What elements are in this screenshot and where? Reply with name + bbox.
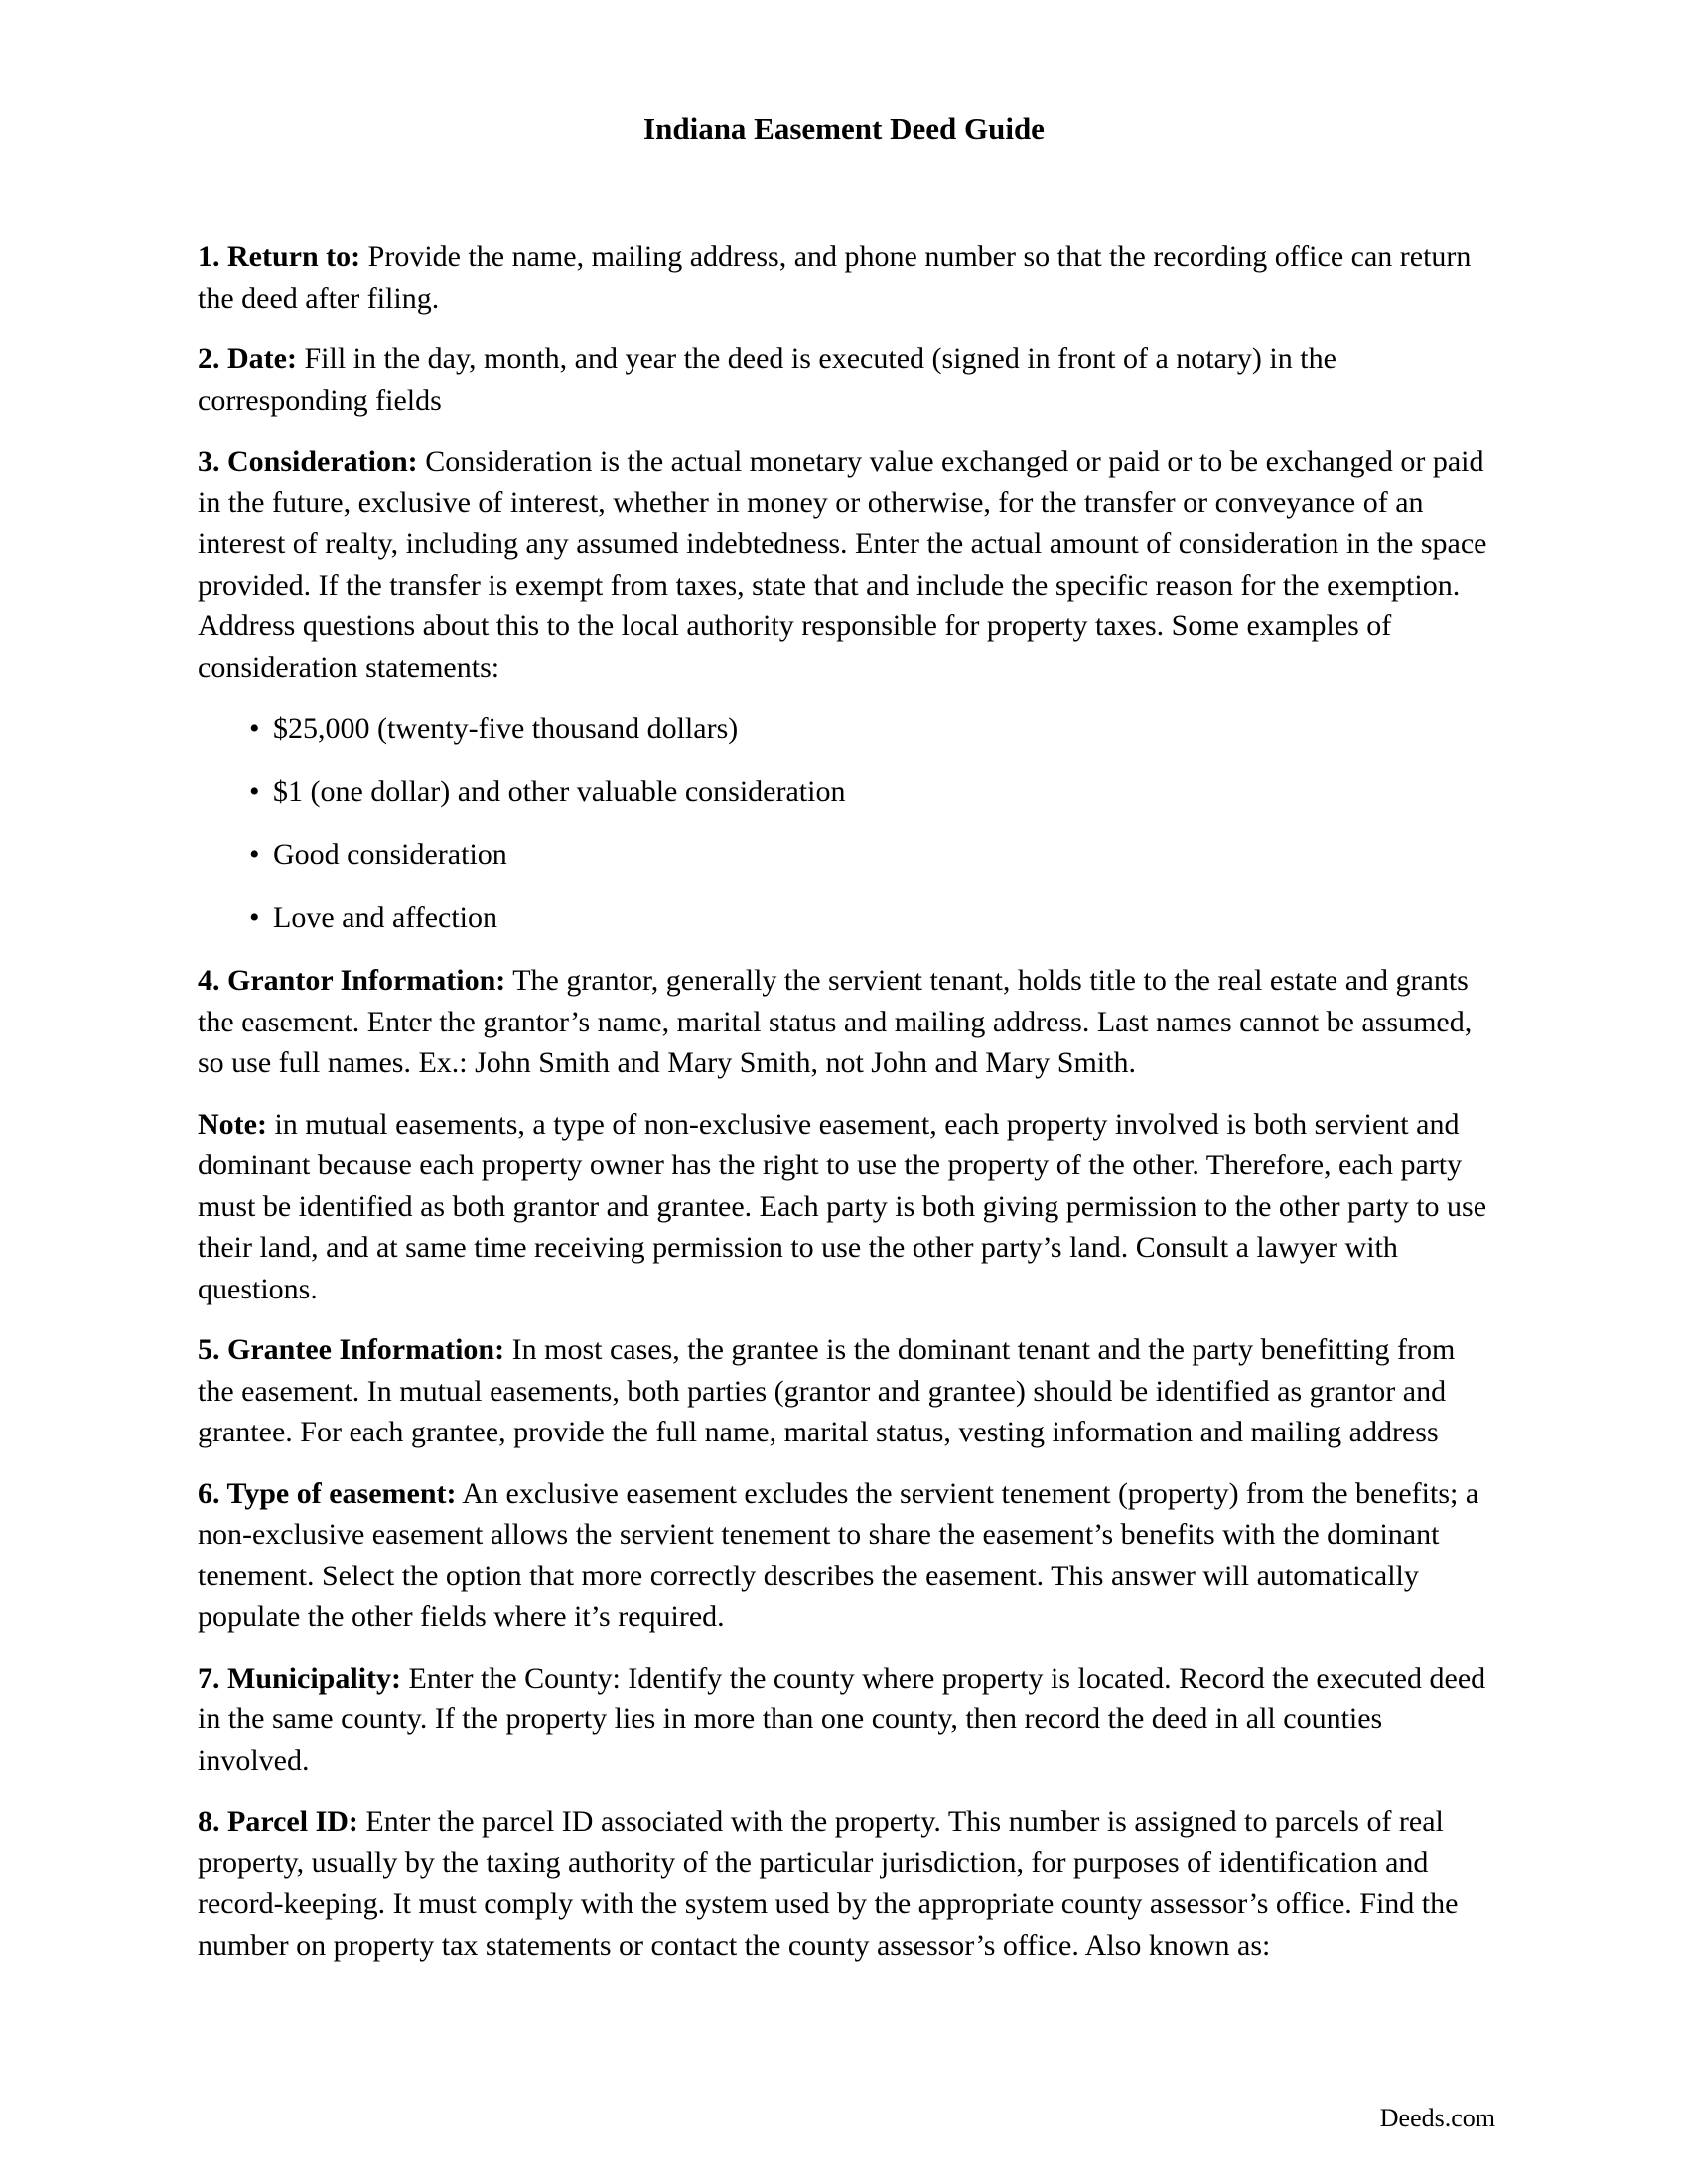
- section-text: Enter the County: Identify the county where property is located. Record the executed deed in the same county. If the property lies in more than one county, then record the deed in all counties involved.: [198, 1661, 1486, 1777]
- section-note: [198, 1104, 1490, 1310]
- section-municipality: [198, 1658, 1490, 1782]
- section-text: In most cases, the grantee is the dominant tenant and the party benefitting from the easement. In mutual easements, both parties (grantor and grantee) should be identified as grantor and grantee. For each grantee, provide the full name, marital status, vesting information and mailing address: [198, 1333, 1456, 1448]
- section-heading: 3. Consideration:: [198, 445, 418, 478]
- bullet-icon: •: [249, 838, 260, 871]
- list-item-text: Good consideration: [273, 838, 507, 871]
- section-heading: 7. Municipality:: [198, 1661, 402, 1695]
- section-heading: 4. Grantor Information:: [198, 964, 506, 997]
- section-type-of-easement: [198, 1473, 1490, 1638]
- section-grantor-information: [198, 960, 1490, 1084]
- section-date: [198, 339, 1490, 421]
- document-title: Indiana Easement Deed Guide: [643, 111, 1045, 146]
- bullet-icon: •: [249, 712, 260, 745]
- list-item: [198, 708, 1490, 750]
- section-heading: Note:: [198, 1107, 267, 1141]
- section-text: An exclusive easement excludes the servient tenement (property) from the benefits; a non-exclusive easement allows the servient tenement to share the easement’s benefits with the dominant tenement. Select the option that more correctly describes the easement. This answer will automatically populate the other fields where it’s required.: [198, 1476, 1479, 1633]
- section-text: in mutual easements, a type of non-exclusive easement, each property involved is both servient and dominant because each property owner has the right to use the property of the other. Therefore, each party must be identified as both grantor and grantee. Each party is both giving permission to the other party to use their land, and at same time receiving permission to use the other party’s land. Consult a lawyer with questions.: [198, 1107, 1487, 1305]
- section-heading: 6. Type of easement:: [198, 1476, 457, 1510]
- section-text: Provide the name, mailing address, and phone number so that the recording office can return the deed after filing.: [198, 240, 1472, 315]
- list-item: [198, 771, 1490, 813]
- section-parcel-id: [198, 1801, 1490, 1966]
- bullet-icon: •: [249, 900, 260, 934]
- section-heading: 5. Grantee Information:: [198, 1333, 505, 1366]
- list-item-text: Love and affection: [273, 900, 498, 934]
- section-heading: 8. Parcel ID:: [198, 1805, 358, 1838]
- section-text: Consideration is the actual monetary value exchanged or paid or to be exchanged or paid in the future, exclusive of interest, whether in money or otherwise, for the transfer or conveyance of an interest of realty, including any assumed indebtedness. Enter the actual amount of consideration in the space provided. If the transfer is exempt from taxes, state that and include the specific reason for the exemption. Address questions about this to the local authority responsible for property taxes. Some examples of consideration statements:: [198, 445, 1487, 684]
- list-item-text: $25,000 (twenty-five thousand dollars): [273, 712, 739, 745]
- section-heading: 1. Return to:: [198, 240, 361, 273]
- list-item: [198, 897, 1490, 939]
- list-item: [198, 834, 1490, 876]
- consideration-examples-list: [198, 708, 1490, 938]
- bullet-icon: •: [249, 774, 260, 808]
- section-text: Fill in the day, month, and year the deed is executed (signed in front of a notary) in the corresponding fields: [198, 342, 1336, 417]
- footer-brand: Deeds.com: [1379, 2104, 1495, 2132]
- section-consideration: [198, 441, 1490, 688]
- section-heading: 2. Date:: [198, 342, 297, 375]
- section-text: Enter the parcel ID associated with the property. This number is assigned to parcels of real property, usually by the taxing authority of the particular jurisdiction, for purposes of identification and record-keeping. It must comply with the system used by the appropriate county assessor’s office. Find the number on property tax statements or contact the county assessor’s office. Also known as:: [198, 1805, 1459, 1962]
- section-return-to: [198, 236, 1490, 319]
- document-body: [198, 236, 1490, 1985]
- section-text: The grantor, generally the servient tenant, holds title to the real estate and grants the easement. Enter the grantor’s name, marital status and mailing address. Last names cannot be assumed, so use full names. Ex.: John Smith and Mary Smith, not John and Mary Smith.: [198, 964, 1473, 1079]
- list-item-text: $1 (one dollar) and other valuable consideration: [273, 774, 846, 808]
- section-grantee-information: [198, 1329, 1490, 1453]
